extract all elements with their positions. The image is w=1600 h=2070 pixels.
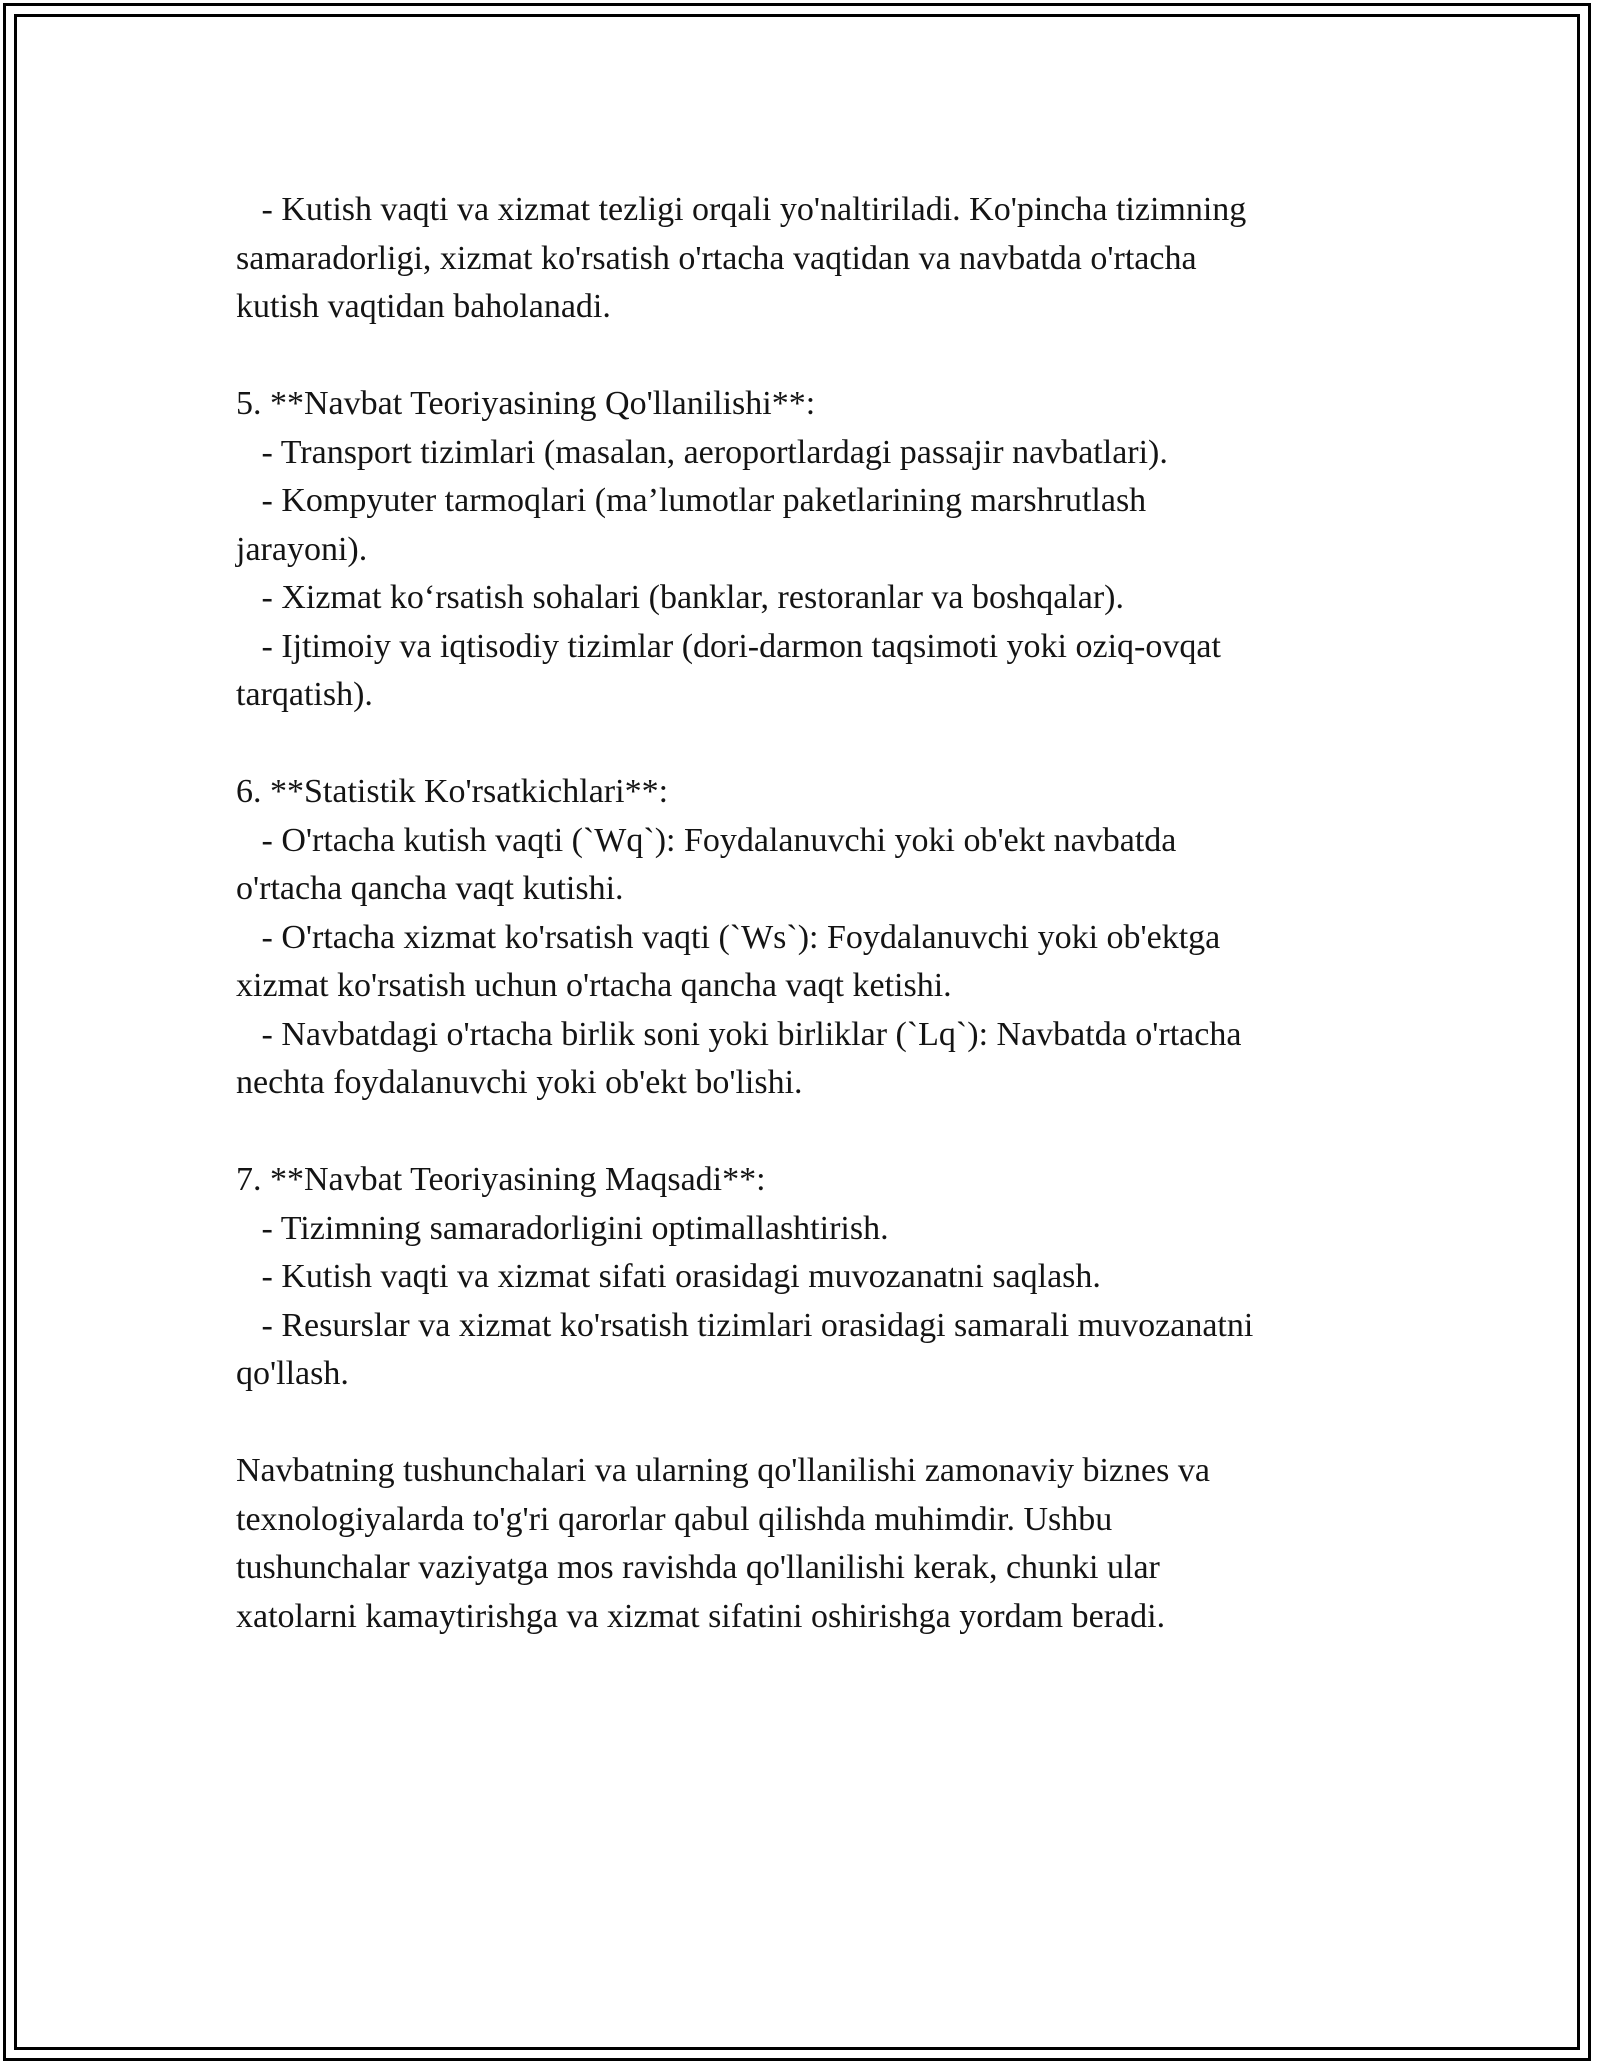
- document-body: [236, 186, 1356, 1641]
- paragraph-gap: [236, 1399, 1356, 1448]
- section-5: [236, 380, 1356, 720]
- list-item-continuation: jarayoni).: [236, 530, 368, 568]
- list-item-continuation: tarqatish).: [236, 676, 373, 713]
- list-item: - Kutish vaqti va xizmat sifati orasidagi muvozanatni saqlash.: [236, 1258, 1101, 1295]
- paragraph-gap: [236, 332, 1356, 381]
- list-item-continuation: nechta foydalanuvchi yoki ob'ekt bo'lishi.: [236, 1064, 803, 1101]
- list-item: - Tizimning samaradorligini optimallashtirish.: [236, 1209, 889, 1247]
- section-heading: 5. **Navbat Teoriyasining Qo'llanilishi**:: [236, 385, 816, 422]
- section-6: [236, 768, 1356, 1108]
- list-item: - Kompyuter tarmoqlari (ma’lumotlar paketlarining marshrutlash: [236, 482, 1147, 519]
- list-item: - Xizmat ko‘rsatish sohalari (banklar, restoranlar va boshqalar).: [236, 579, 1124, 616]
- text-line: xatolarni kamaytirishga va xizmat sifatini oshirishga yordam beradi.: [236, 1597, 1166, 1635]
- text-line: tushunchalar vaziyatga mos ravishda qo'llanilishi kerak, chunki ular: [236, 1549, 1160, 1586]
- paragraph-gap: [236, 1108, 1356, 1157]
- list-item: - Ijtimoiy va iqtisodiy tizimlar (dori-darmon taqsimoti yoki oziq-ovqat: [236, 627, 1221, 665]
- conclusion-paragraph: [236, 1447, 1356, 1641]
- section-heading: 6. **Statistik Ko'rsatkichlari**:: [236, 773, 669, 810]
- list-item-continuation: o'rtacha qancha vaqt kutishi.: [236, 870, 624, 907]
- text-line: kutish vaqtidan baholanadi.: [236, 288, 611, 325]
- paragraph-intro: [236, 186, 1356, 332]
- list-item-continuation: xizmat ko'rsatish uchun o'rtacha qancha vaqt ketishi.: [236, 967, 952, 1004]
- text-line: texnologiyalarda to'g'ri qarorlar qabul qilishda muhimdir. Ushbu: [236, 1500, 1113, 1538]
- list-item: - Resurslar va xizmat ko'rsatish tizimlari orasidagi samarali muvozanatni: [236, 1306, 1254, 1344]
- list-item: - Navbatdagi o'rtacha birlik soni yoki birliklar (`Lq`): Navbatda o'rtacha: [236, 1015, 1242, 1053]
- text-line: samaradorligi, xizmat ko'rsatish o'rtacha vaqtidan va navbatda o'rtacha: [236, 239, 1197, 277]
- section-heading: 7. **Navbat Teoriyasining Maqsadi**:: [236, 1161, 766, 1198]
- list-item: - O'rtacha xizmat ko'rsatish vaqti (`Ws`): Foydalanuvchi yoki ob'ektga: [236, 918, 1221, 956]
- list-item: - Transport tizimlari (masalan, aeroportlardagi passajir navbatlari).: [236, 433, 1168, 471]
- text-line: - Kutish vaqti va xizmat tezligi orqali yo'naltiriladi. Ko'pincha tizimning: [236, 191, 1247, 228]
- section-7: [236, 1156, 1356, 1399]
- paragraph-gap: [236, 720, 1356, 769]
- list-item-continuation: qo'llash.: [236, 1355, 349, 1392]
- list-item: - O'rtacha kutish vaqti (`Wq`): Foydalanuvchi yoki ob'ekt navbatda: [236, 821, 1177, 859]
- text-line: Navbatning tushunchalari va ularning qo'llanilishi zamonaviy biznes va: [236, 1452, 1210, 1489]
